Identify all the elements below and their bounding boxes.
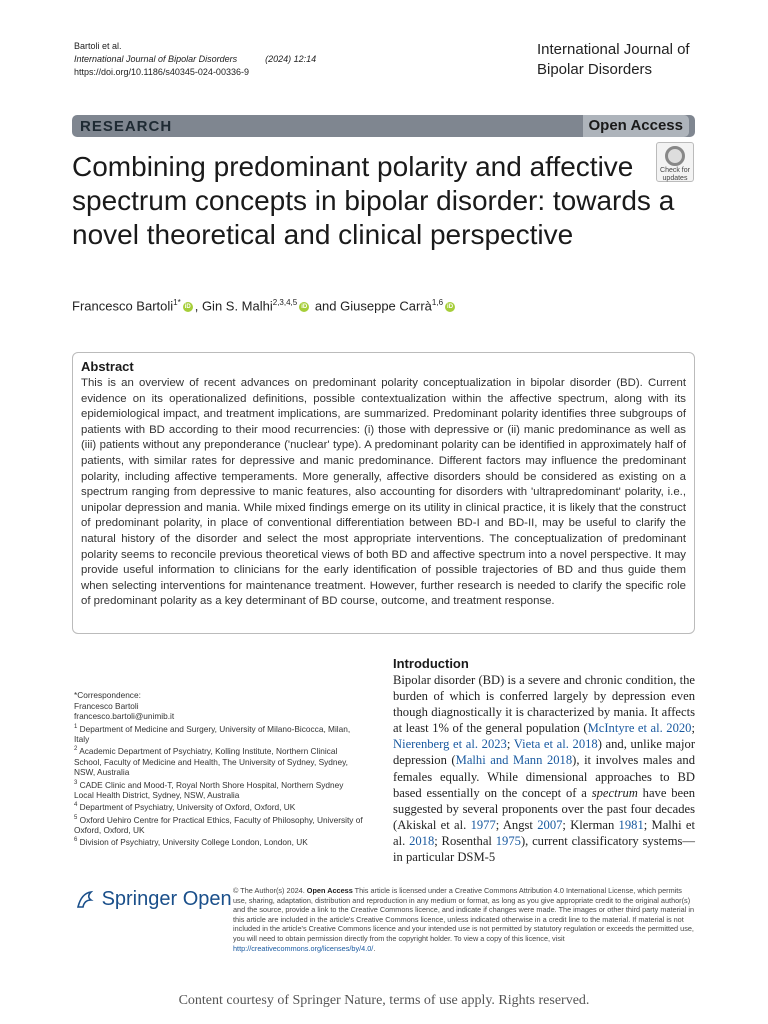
update-icon [665, 146, 685, 166]
affiliation-list [74, 722, 364, 848]
correspondence-name: Francesco Bartoli [74, 700, 139, 711]
license-text: © The Author(s) 2024. Open Access This article is licensed under a Creative Commons Attribution 4.0 International License, which permits use, sharing, adaptation, distribution and reproduction in any medium or format, as long as you give appropriate credit to the original author(s) and the source, provide a link to the Creative Commons licence, and indicate if changes were made. The images or other third party material in this article are included in the article's Creative Commons licence, unless indicated otherwise in a credit line to the material. If material is not included in the article's Creative Commons licence and your intended use is not permitted by statutory regulation or exceeds the permitted use, you will need to obtain permission directly from the copyright holder. To view a copy of this licence, visit http://creativecommons.org/licenses/by/4.0/. [233, 886, 695, 953]
affiliation-item: $^6$ Division of Psychiatry, University College London, London, UK [74, 837, 308, 848]
introduction-heading: Introduction [393, 656, 469, 671]
citation-link[interactable]: Nierenberg et al. 2023 [393, 737, 507, 752]
introduction-text: Bipolar disorder (BD) is a severe and chronic condition, the burden of which is conferred largely by depression even though diagnostically it is characterized by mania. It affects at least 1% of the general population (McIntyre et al. 2020; Nierenberg et al. 2023; Vieta et al. 2018) and, unlike major depression (Malhi and Mann 2018), it involves males and females equally. While dimensional approaches to BD based essentially on the concept of a spectrum have been suggested by several proponents over the past four decades (Akiskal et al. 1977; Angst 2007; Klerman 1981; Malhi et al. 2018; Rosenthal 1975), current classificatory systems—in particular DSM-5 [393, 673, 696, 865]
doi-link[interactable]: https://doi.org/10.1186/s40345-024-00336-9 [74, 67, 249, 77]
springer-horse-icon [74, 889, 96, 911]
citation-link[interactable]: 2007 [537, 817, 563, 832]
article-type-label: RESEARCH [80, 118, 173, 135]
article-type-banner [72, 115, 695, 137]
citation-link[interactable]: 1975 [495, 833, 521, 848]
affiliation-item: $^3$ CADE Clinic and Mood-T, Royal North Shore Hospital, Northern Sydney Local Health District, Sydney, NSW, Australia [74, 779, 344, 800]
open-access-label: Open Access [583, 115, 690, 137]
affiliation-item: $^4$ Department of Psychiatry, University of Oxford, Oxford, UK [74, 802, 296, 813]
author-name[interactable]: and Giuseppe Carrà [311, 298, 432, 314]
affiliation-item: $^1$ Department of Medicine and Surgery, University of Milano-Bicocca, Milan, Italy [74, 723, 351, 744]
license-link[interactable]: http://creativecommons.org/licenses/by/4.0/ [233, 943, 374, 953]
running-header [74, 40, 316, 79]
page-footer: Content courtesy of Springer Nature, terms of use apply. Rights reserved. [178, 993, 590, 1008]
citation-link[interactable]: 1977 [470, 817, 496, 832]
orcid-icon[interactable]: iD [301, 303, 308, 310]
correspondence-label: *Correspondence: [74, 690, 141, 700]
citation-link[interactable]: McIntyre et al. 2020 [587, 721, 692, 736]
correspondence-email[interactable]: francesco.bartoli@unimib.it [74, 711, 175, 721]
orcid-icon[interactable]: iD [184, 303, 191, 310]
abstract-text: This is an overview of recent advances on predominant polarity conceptualization in bipolar disorder (BD). Current evidence on its operationalized definitions, possible contextualization within the affective spectrum, along with its epidemiological impact, and treatment implications, are summarized. Predominant polarity identifies three subgroups of patients with BD according to their mood recurrencies: (i) those with depressive or (ii) manic predominance as well as (iii) patients without any preponderance ('nuclear' type). A predominant polarity can be identified in approximately half of patients, with similar rates for depressive and manic predominance. Different factors may influence the predominant polarity, including affective temperaments. More generally, affective disorders should be considered as existing on a spectrum ranging from depressive to manic features, also accounting for disorders with 'ultrapredominant' polarity, i.e., unipolar depression and mania. While mixed findings emerge on its utility in clinical practice, it is likely that the construct of predominant polarity, in place of conventional differentiation between BD-I and BD-II, may be useful to clarify the natural history of the disorder and select the most appropriate interventions. The conceptualization of predominant polarity seems to reconcile previous theoretical views of both BD and affective spectrum into a novel perspective. It may provide useful information to clinicians for the early identification of possible trajectories of BD and thus guide them when selecting interventions for maintenance treatment. However, further research is needed to clarify the specific role of predominant polarity as a key determinant of BD course, outcome, and treatment response. [81, 377, 686, 608]
journal-name: International Journal of Bipolar Disorders [537, 41, 690, 78]
author-name[interactable]: Francesco Bartoli [72, 298, 174, 314]
citation-link[interactable]: Vieta et al. 2018 [513, 737, 598, 752]
author-line: Bartoli et al. [74, 41, 122, 51]
journal-citation: International Journal of Bipolar Disorders [74, 54, 238, 64]
year-volume: (2024) 12:14 [265, 54, 317, 64]
citation-link[interactable]: 2018 [409, 833, 435, 848]
orcid-icon[interactable]: iD [447, 303, 454, 310]
correspondence-block [74, 690, 364, 848]
author-list: Francesco Bartoli$^{1*}$ iD , Gin S. Malhi$^{2,3,4,5}$ iD and Giuseppe Carrà$^{1,6}$ iD [72, 298, 454, 314]
citation-link[interactable]: 1981 [618, 817, 644, 832]
citation-link[interactable]: Malhi and Mann 2018 [455, 753, 573, 768]
check-for-updates-button[interactable]: Check for updates [656, 142, 694, 182]
affiliation-item: $^2$ Academic Department of Psychiatry, Kolling Institute, Northern Clinical School, Faculty of Medicine and Health, The University of Sydney, Sydney, NSW, Australia [74, 746, 348, 778]
springer-open-logo[interactable]: Springer Open [74, 888, 232, 918]
article-title: Combining predominant polarity and affective spectrum concepts in bipolar disorder: towards a novel theoretical and clinical perspective [72, 151, 675, 250]
author-name[interactable]: , Gin S. Malhi [194, 298, 273, 314]
affiliation-item: $^5$ Oxford Uehiro Centre for Practical Ethics, Faculty of Philosophy, University of Oxford, Oxford, UK [74, 814, 363, 835]
abstract-box [72, 352, 695, 634]
abstract-heading: Abstract [81, 359, 134, 374]
